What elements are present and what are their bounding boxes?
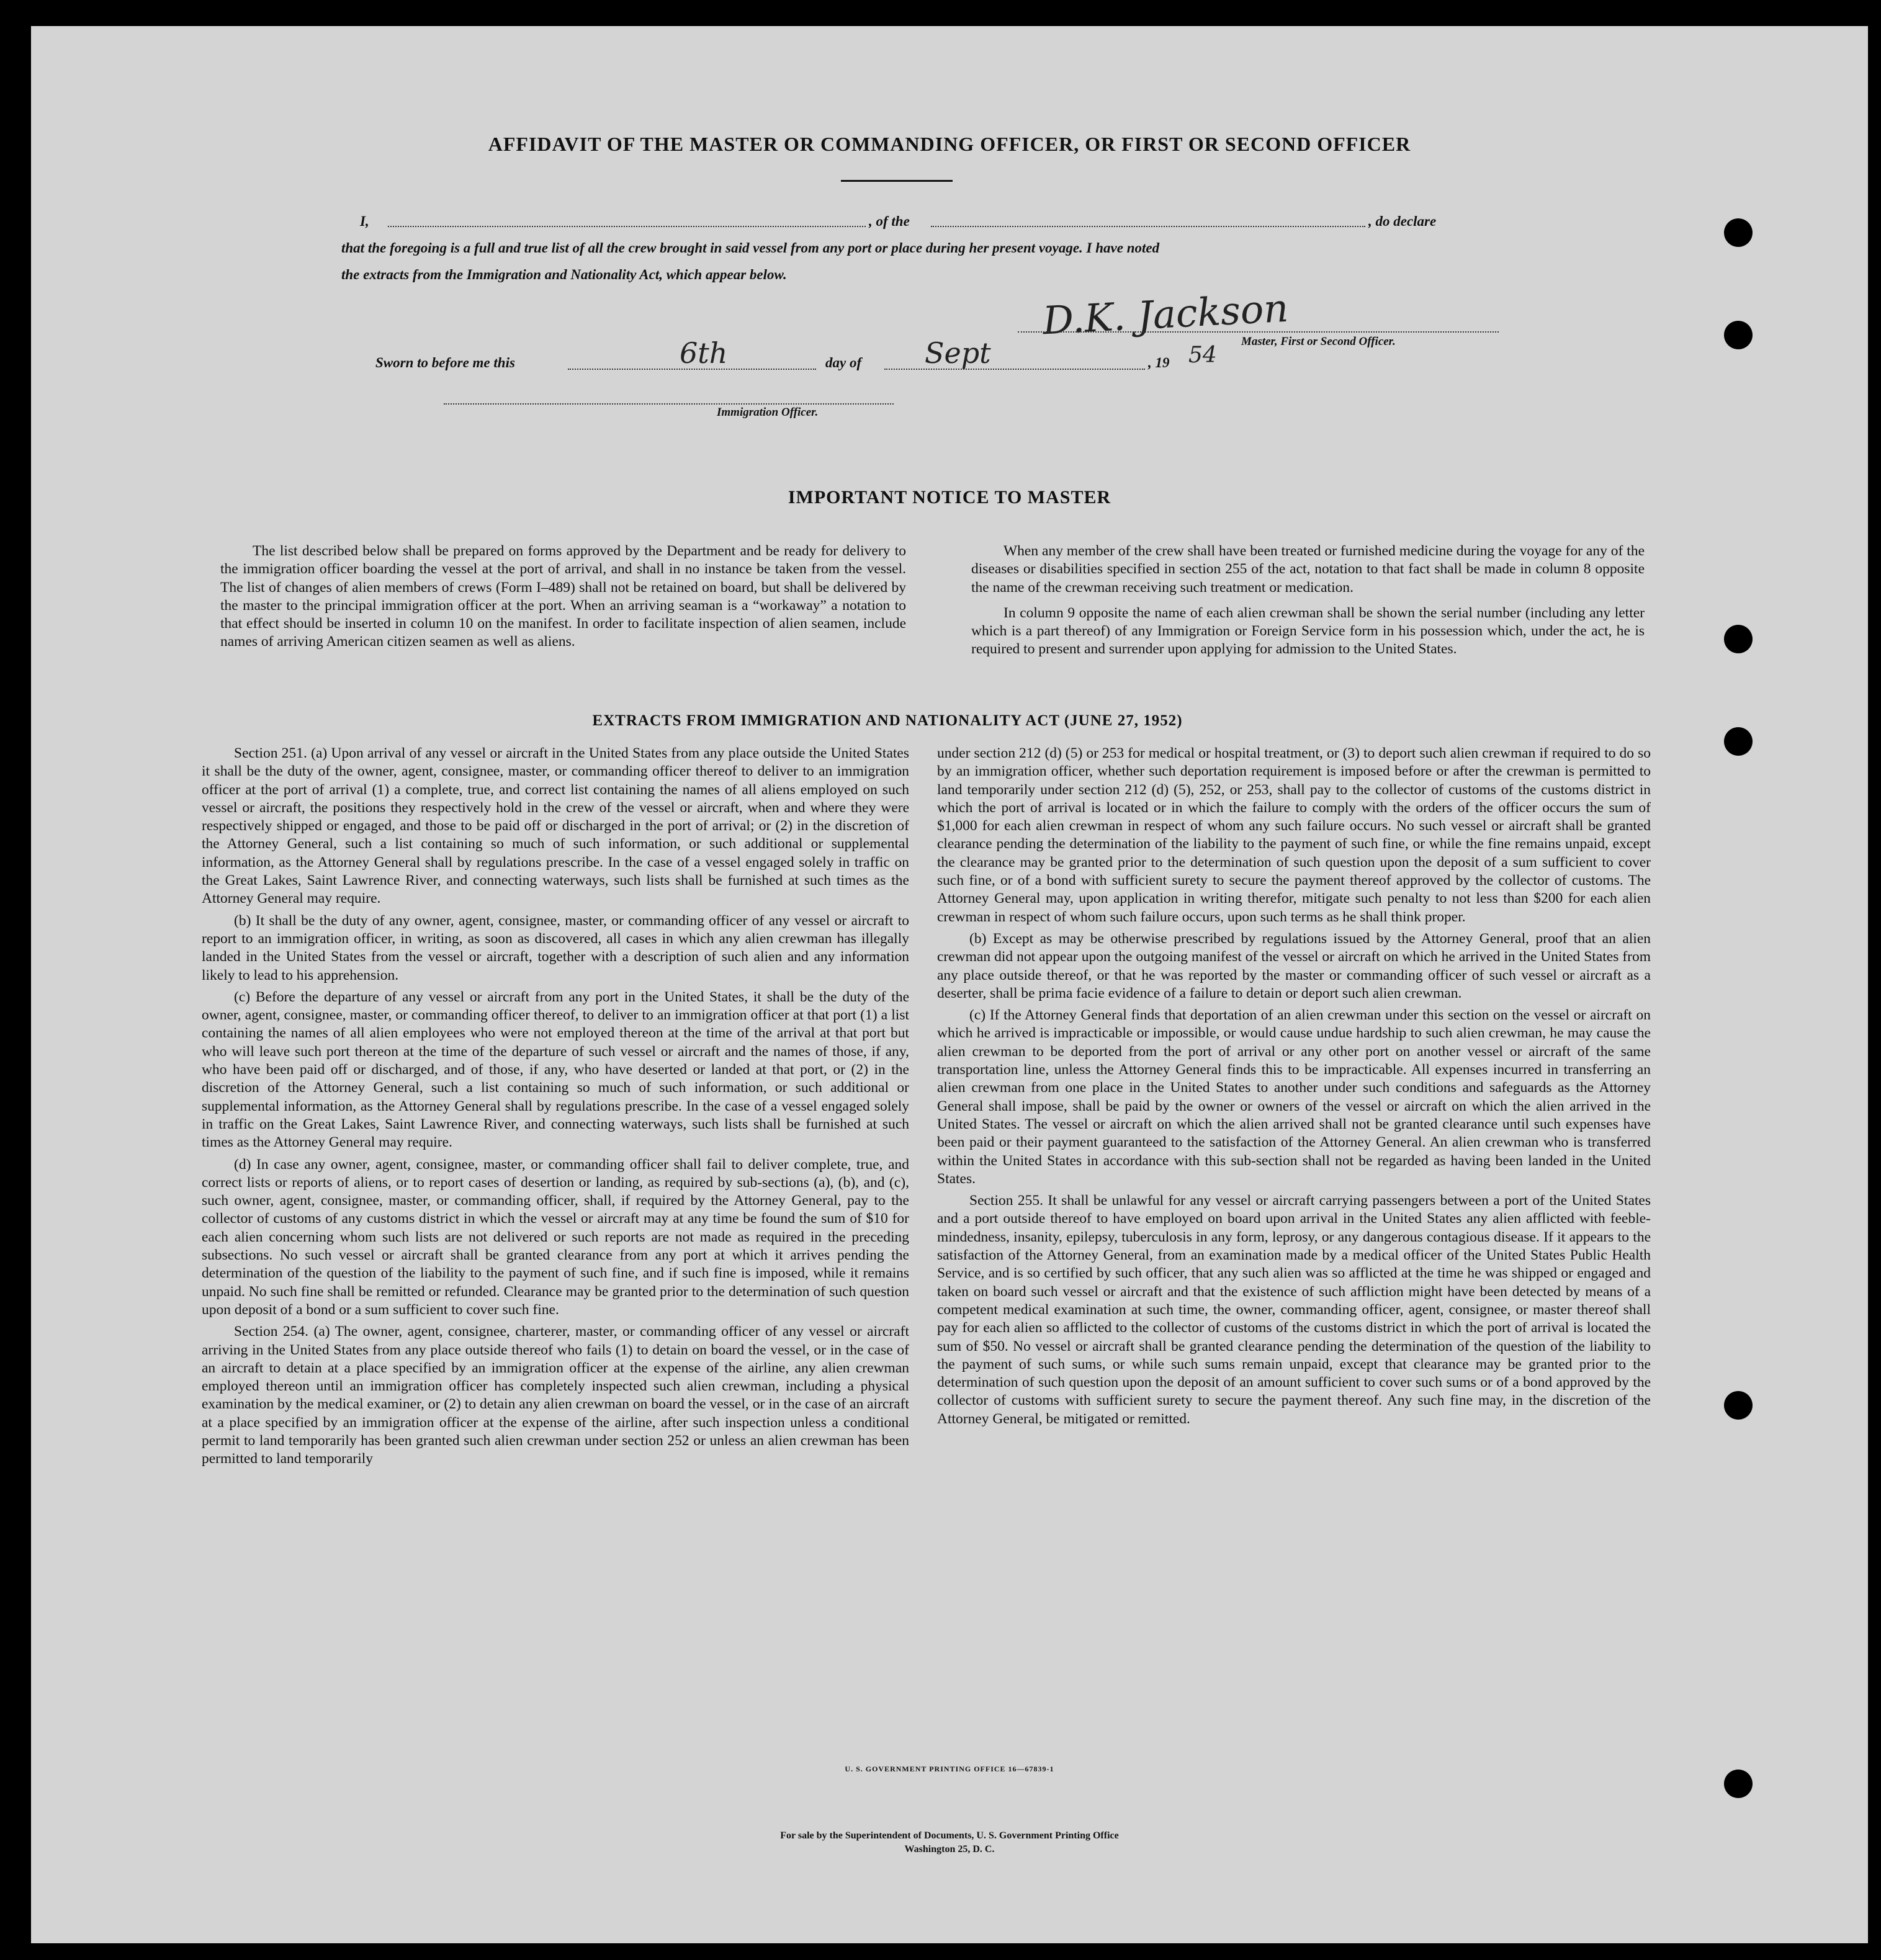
affidavit-title: AFFIDAVIT OF THE MASTER OR COMMANDING OFFICER, OR FIRST OR SECOND OFFICER	[488, 133, 1411, 155]
punch-hole-4	[1724, 727, 1753, 756]
printing-office-imprint: U. S. GOVERNMENT PRINTING OFFICE 16—67839-1	[845, 1765, 1054, 1773]
immigration-officer-line[interactable]	[444, 403, 894, 405]
punch-hole-5	[1724, 1391, 1753, 1420]
extract-section-251d: (d) In case any owner, agent, consignee, master, or commanding officer shall fail to deliver complete, true, and correct lists or reports of aliens, or to report cases of desertion or landing, as required by sub-sections (a), (b), and (c), such owner, agent, consignee, master, or commanding officer, shall, if required by the Attorney General, pay to the collector of customs of any customs district in which the vessel or aircraft may at any time be found the sum of $10 for each alien concerning whom such lists are not delivered or such reports are not made as required in the preceding subsections. No such vessel or aircraft shall be granted clearance from any port at which it arrives pending the determination of the question of the liability to the payment of such fine, and if such fine is imposed, while it remains unpaid. No such fine shall be remitted or refunded. Clearance may be granted prior to the determination of such question upon deposit of a bond or a sum sufficient to cover such fine.	[202, 1156, 909, 1318]
extract-section-255: Section 255. It shall be unlawful for any vessel or aircraft carrying passengers between a port of the United States and a port outside thereof to have employed on board upon arrival in the United States any alien afflicted with feeble-mindedness, insanity, epilepsy, tuberculosis in any form, leprosy, or any dangerous contagious disease. If it appears to the satisfaction of the Attorney General, from an examination made by a medical officer of the United States Public Health Service, and is so certified by such officer, that any such alien was so afflicted at the time he was shipped or engaged and taken on board such vessel or aircraft and that the existence of such affliction might have been detected by means of a competent medical examination at such time, the owner, commanding officer, agent, consignee, or master thereof shall pay for each alien so afflicted to the collector of customs of the customs district in which the port of arrival is located the sum of $50. No vessel or aircraft shall be granted clearance pending the determination of the question of the liability to the payment of such sums, or while such sums remain unpaid, except that clearance may be granted prior to the determination of such question upon the deposit of an amount sufficient to cover such sums or of a bond approved by the collector of customs with sufficient surety to secure the payment thereof. Any such fine may, in the discretion of the Attorney General, be mitigated or remitted.	[937, 1193, 1651, 1427]
master-label: Master, First or Second Officer.	[1241, 335, 1396, 348]
extracts-right-column	[937, 745, 1651, 1432]
extract-section-254a-continued: under section 212 (d) (5) or 253 for medical or hospital treatment, or (3) to deport such alien crewman if required to do so by an immigration officer, whether such deportation requirement is imposed before or after the crewman is permitted to land temporarily under section 212 (d) (5), 252, or 253, shall pay to the collector of customs of the customs district in which the port of arrival is located or in which the failure to comply with the orders of the officer occurs the sum of $1,000 for each alien crewman in respect of whom any such failure occurs. No such vessel or aircraft shall be granted clearance pending the determination of the liability to the payment of such fine, or while the fine remains unpaid, except the clearance may be granted prior to the determination of such question upon the deposit of a sum sufficient to cover such fine, or of a bond with sufficient surety to secure the payment thereof approved by the collector of customs. The Attorney General may, upon application in writing therefor, mitigate such penalty to not less than $200 for each alien crewman in respect of whom such failure occurs, upon such terms as he shall think proper.	[937, 745, 1651, 925]
notice-title: IMPORTANT NOTICE TO MASTER	[788, 487, 1111, 508]
immigration-officer-label: Immigration Officer.	[717, 406, 819, 419]
notice-right-column	[971, 542, 1645, 663]
sworn-month-line[interactable]	[884, 369, 1145, 370]
affidavit-i-label: I,	[360, 213, 369, 229]
notice-right-paragraph-1: When any member of the crew shall have been treated or furnished medicine during the voyage for any of the diseases or disabilities specified in section 255 of the act, notation to that fact shall be made in column 8 opposite the name of the crewman receiving such treatment or medication.	[971, 543, 1645, 596]
notice-left-paragraph: The list described below shall be prepared on forms approved by the Department and be ready for delivery to the immigration officer boarding the vessel at the port of arrival, and shall in no instance be taken from the vessel. The list of changes of alien members of crews (Form I–489) shall not be retained on board, but shall be delivered by the master to the principal immigration officer at the port. When an arriving seaman is a “workaway” a notation to that effect should be inserted in column 10 on the manifest. In order to facilitate inspection of alien seamen, include names of arriving American citizen seamen as well as aliens.	[220, 543, 906, 650]
title-underline	[841, 180, 953, 182]
sworn-label: Sworn to before me this	[375, 355, 515, 370]
extract-section-251b: (b) It shall be the duty of any owner, agent, consignee, master, or commanding officer of any vessel or aircraft to report to an immigration officer, in writing, as soon as discovered, all cases in which any alien crewman has illegally landed in the United States from the vessel or aircraft, together with a description of such alien and any information likely to lead to his apprehension.	[202, 912, 909, 983]
sworn-month-value: Sept	[925, 336, 991, 370]
notice-right-paragraph-2: In column 9 opposite the name of each alien crewman shall be shown the serial number (including any letter which is a part thereof) of any Immigration or Foreign Service form in his possession which, under the act, he is required to present and surrender upon applying for admission to the United States.	[971, 604, 1645, 658]
day-of-label: day of	[825, 355, 862, 370]
punch-hole-2	[1724, 321, 1753, 349]
extract-section-254a: Section 254. (a) The owner, agent, consignee, charterer, master, or commanding officer of any vessel or aircraft arriving in the United States from any place outside thereof who fails (1) to detain on board the vessel, or in the case of an aircraft to detain at a place specified by an immigration officer at the expense of the airline, any alien crewman employed thereon until an immigration officer has completely inspected such alien crewman, including a physical examination by the medical examiner, or (2) to detain any alien crewman on board the vessel, or in the case of an aircraft at a place specified by an immigration officer at the expense of the airline, after such inspection unless a conditional permit to land temporarily has been granted such alien crewman under section 252 or unless an alien crewman has been permitted to land temporarily	[202, 1323, 909, 1467]
master-signature: D.K. Jackson	[1041, 285, 1290, 344]
extract-section-251a: Section 251. (a) Upon arrival of any vessel or aircraft in the United States from any place outside the United States it shall be the duty of the owner, agent, consignee, master, or commanding officer thereof to deliver to an immigration officer at the port of arrival (1) a complete, true, and correct list containing the names of all aliens employed on such vessel or aircraft, the positions they respectively hold in the crew of the vessel or aircraft, when and where they were respectively shipped or engaged, and those to be paid off or discharged in the port of arrival; or (2) in the discretion of the Attorney General, such a list containing so much of such information, or such additional or supplemental information, as the Attorney General shall by regulations prescribe. In the case of a vessel engaged solely in traffic on the Great Lakes, Saint Lawrence River, and connecting waterways, such lists shall be furnished at such times as the Attorney General may require.	[202, 745, 909, 907]
sworn-year-value: 54	[1188, 342, 1217, 368]
punch-hole-1	[1724, 218, 1753, 247]
sale-notice-line-2: Washington 25, D. C.	[904, 1844, 995, 1855]
punch-hole-3	[1724, 625, 1753, 653]
extracts-left-column	[202, 745, 909, 1472]
extract-section-251c: (c) Before the departure of any vessel or aircraft from any port in the United States, it shall be the duty of the owner, agent, consignee, master, or commanding officer thereof, to deliver to an immigration officer at that port (1) a list containing the names of all alien employees who were not employed thereon at the time of the arrival at that port but who will leave such port thereon at the time of the departure of such vessel or aircraft and the names of those, if any, who have been paid off or discharged, and of those, if any, who have deserted or landed at that port, or (2) in the discretion of the Attorney General, such a list containing so much of such information, or such additional or supplemental information, as the Attorney General shall by regulations prescribe. In the case of a vessel engaged solely in traffic on the Great Lakes, Saint Lawrence River, and connecting waterways, such lists shall be furnished at such times as the Attorney General may require.	[202, 988, 909, 1151]
vessel-name-line[interactable]	[931, 226, 1365, 227]
extracts-title: EXTRACTS FROM IMMIGRATION AND NATIONALITY ACT (JUNE 27, 1952)	[592, 712, 1183, 729]
affidavit-of-the-label: , of the	[869, 213, 910, 229]
affidavit-do-declare-label: , do declare	[1368, 213, 1437, 229]
declarant-name-line[interactable]	[388, 226, 866, 227]
extract-section-254c: (c) If the Attorney General finds that deportation of an alien crewman under this section on the vessel or aircraft on which he arrived is impracticable or impossible, or would cause undue hardship to such alien crewman, he may cause the alien crewman to be deported from the port of arrival or any other port on another vessel or aircraft of the same transportation line, unless the Attorney General finds this to be impracticable. All expenses incurred in transferring an alien crewman from one place in the United States to another under such conditions and safeguards as the Attorney General shall impose, shall be paid by the owner or owners of the vessel or aircraft on which the alien arrived in the United States. The vessel or aircraft on which the alien arrived shall not be granted clearance until such expenses have been paid or their payment guaranteed to the satisfaction of the Attorney General. An alien crewman who is transferred within the United States in accordance with this sub-section shall not be regarded as having been landed in the United States.	[937, 1007, 1651, 1187]
sale-notice-line-1: For sale by the Superintendent of Documents, U. S. Government Printing Office	[780, 1830, 1119, 1841]
document-sheet	[31, 26, 1868, 1943]
master-signature-line	[1018, 331, 1499, 333]
year-prefix: , 19	[1148, 355, 1170, 370]
notice-left-column	[220, 542, 906, 655]
affidavit-line-3: the extracts from the Immigration and Nationality Act, which appear below.	[341, 267, 787, 282]
sworn-day-value: 6th	[680, 336, 728, 370]
affidavit-line-2: that the foregoing is a full and true list of all the crew brought in said vessel from any port or place during her present voyage. I have noted	[341, 240, 1160, 256]
extract-section-254b: (b) Except as may be otherwise prescribed by regulations issued by the Attorney General, proof that an alien crewman did not appear upon the outgoing manifest of the vessel or aircraft on which he arrived in the United States from any place outside thereof, or that he was reported by the master or commanding officer of such vessel or aircraft as a deserter, shall be prima facie evidence of a failure to detain or deport such alien crewman.	[937, 930, 1651, 1001]
